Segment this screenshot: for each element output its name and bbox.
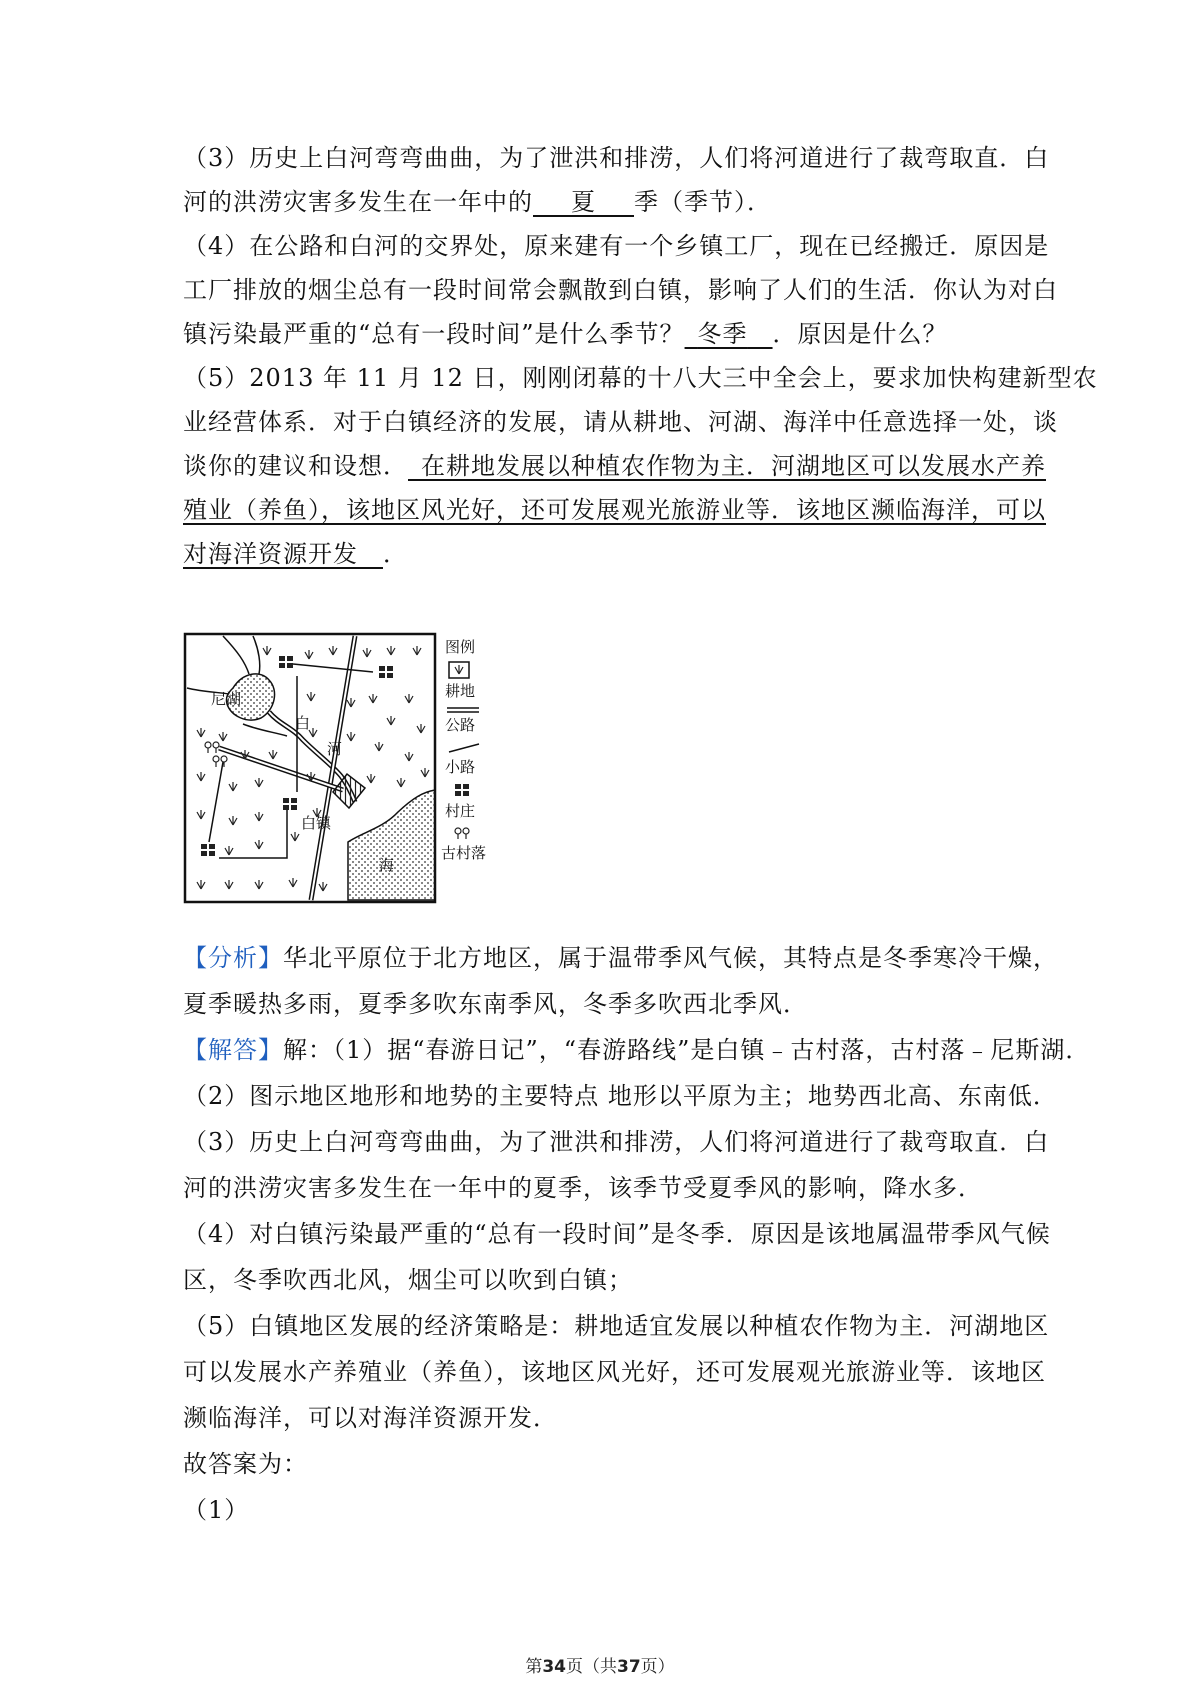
map-legend — [441, 638, 486, 862]
town-label: 白镇 — [301, 814, 332, 832]
answer-line: （3）历史上白河弯弯曲曲，为了泄洪和排涝，人们将河道进行了裁弯取直．白 — [183, 1128, 1050, 1156]
page-number: 34 — [542, 1657, 566, 1677]
legend-item: 公路 — [445, 716, 476, 734]
question-line — [183, 495, 1046, 525]
question-line: 河的洪涝灾害多发生在一年中的 夏 季（季节）． — [183, 188, 772, 216]
question-line: （3）历史上白河弯弯曲曲，为了泄洪和排涝，人们将河道进行了裁弯取直．白 — [183, 144, 1050, 172]
answer-line: （4）对白镇污染最严重的“总有一段时间”是冬季．原因是该地属温带季风气候 — [183, 1220, 1051, 1248]
question-line: （5）2013 年 11 月 12 日，刚刚闭幕的十八大三中全会上，要求加快构建新型农 — [183, 364, 1098, 392]
analysis-line: 夏季暖热多雨，夏季多吹东南季风，冬季多吹西北季风． — [183, 990, 808, 1018]
answer-blank: 殖业（养鱼），该地区风光好，还可发展观光旅游业等．该地区濒临海洋，可以 — [183, 496, 1046, 524]
answer-line: （5）白镇地区发展的经济策略是：耕地适宜发展以种植农作物为主．河湖地区 — [183, 1312, 1050, 1340]
ancient-village-legend-icon — [455, 828, 469, 839]
question-line: 工厂排放的烟尘总有一段时间常会飘散到白镇，影响了人们的生活．你认为对白 — [183, 276, 1058, 304]
answer-blank: 对海洋资源开发 — [183, 540, 358, 568]
legend-item: 小路 — [445, 758, 476, 776]
legend-item: 村庄 — [445, 802, 476, 820]
map-svg — [183, 632, 513, 932]
answer-line: 可以发展水产养殖业（养鱼），该地区风光好，还可发展观光旅游业等．该地区 — [183, 1358, 1046, 1386]
answer-line: 濒临海洋，可以对海洋资源开发． — [183, 1404, 558, 1432]
page-total: 37 — [617, 1657, 641, 1677]
answer-line: 【解答】解：（1）据“春游日记”，“春游路线”是白镇﹣古村落，古村落﹣尼斯湖． — [183, 1036, 1091, 1064]
sea-label: 海 — [379, 856, 395, 874]
legend-item: 耕地 — [445, 682, 476, 700]
answer-blank: 在耕地发展以种植农作物为主．河湖地区可以发展水产养 — [421, 452, 1046, 480]
answer-tag: 【解答】 — [183, 1036, 283, 1064]
question-line: 业经营体系．对于白镇经济的发展，请从耕地、河湖、海洋中任意选择一处，谈 — [183, 408, 1058, 436]
answer-line: （2）图示地区地形和地势的主要特点 地形以平原为主；地势西北高、东南低． — [183, 1082, 1058, 1110]
question-line: 镇污染最严重的“总有一段时间”是什么季节？ 冬季 ．原因是什么？ — [183, 320, 948, 348]
answer-blank: 夏 — [571, 188, 596, 216]
question-line: （4）在公路和白河的交界处，原来建有一个乡镇工厂，现在已经搬迁．原因是 — [183, 232, 1050, 260]
question-line: 对海洋资源开发 ． — [183, 540, 408, 568]
question-line: 谈你的建议和设想． 在耕地发展以种植农作物为主．河湖地区可以发展水产养 — [183, 452, 1046, 480]
river-label: 河 — [327, 740, 343, 758]
answer-line: 区，冬季吹西北风，烟尘可以吹到白镇； — [183, 1266, 633, 1294]
answer-blank: 冬季 — [697, 320, 748, 348]
legend-item: 古村落 — [441, 844, 487, 862]
analysis-tag: 【分析】 — [183, 944, 283, 972]
road-legend-icon — [449, 744, 479, 752]
page-footer: 第34页（共37页） — [525, 1657, 675, 1677]
analysis-line: 【分析】华北平原位于北方地区，属于温带季风气候，其特点是冬季寒冷干燥， — [183, 944, 1058, 972]
lake-label: 尼湖 — [211, 690, 242, 708]
answer-line: 河的洪涝灾害多发生在一年中的夏季，该季节受夏季风的影响，降水多． — [183, 1174, 983, 1202]
river-label: 白 — [295, 714, 311, 732]
answer-line: （1） — [183, 1496, 250, 1524]
map-figure — [183, 632, 513, 932]
answer-line: 故答案为： — [183, 1450, 308, 1478]
village-legend-icon — [455, 784, 469, 796]
legend-title: 图例 — [445, 638, 476, 656]
